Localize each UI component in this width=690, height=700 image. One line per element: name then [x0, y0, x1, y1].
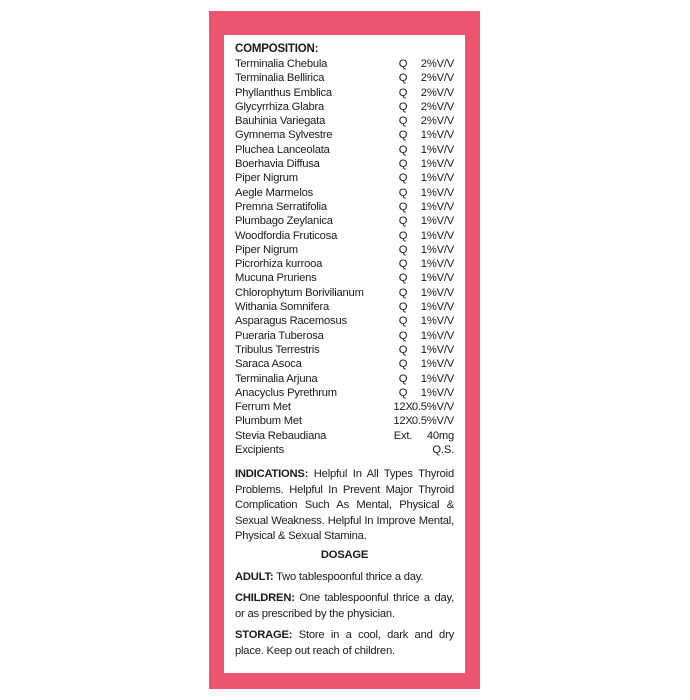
ingredient-name: Saraca Asoca [235, 358, 302, 371]
composition-row [235, 271, 454, 285]
ingredient-name: Ferrum Met [235, 401, 291, 414]
ingredient-name: Plumbago Zeylanica [235, 215, 333, 228]
composition-row [235, 386, 454, 400]
ingredient-potency: Q [398, 358, 408, 371]
composition-row [235, 286, 454, 300]
ingredient-potency: Q [398, 301, 408, 314]
composition-row [235, 243, 454, 257]
ingredient-potency: Q [398, 72, 408, 85]
composition-row [235, 86, 454, 100]
ingredient-dose: 1%V/V [420, 229, 454, 242]
ingredient-dose: 40mg [426, 429, 454, 442]
ingredient-name: Picrorhiza kurrooa [235, 258, 323, 271]
ingredient-dose: 1%V/V [420, 200, 454, 213]
ingredient-potency: Q [398, 229, 408, 242]
ingredient-dose: 1%V/V [420, 272, 454, 285]
composition-row [235, 429, 454, 443]
ingredient-dose: 1%V/V [420, 243, 454, 256]
ingredient-potency: Q [398, 200, 408, 213]
ingredient-name: Mucuna Pruriens [235, 272, 317, 285]
ingredient-potency: Q [398, 172, 408, 185]
ingredient-name: Pueraria Tuberosa [235, 329, 324, 342]
composition-row [235, 343, 454, 357]
composition-row [235, 372, 454, 386]
ingredient-dose: 2%V/V [420, 115, 454, 128]
composition-row [235, 443, 454, 457]
ingredient-dose: 1%V/V [420, 315, 454, 328]
ingredient-dose: 1%V/V [420, 343, 454, 356]
ingredient-potency: Q [398, 58, 408, 70]
adult-label: ADULT: [235, 571, 274, 583]
ingredient-name: Terminalia Arjuna [235, 372, 318, 385]
ingredient-name: Piper Nigrum [235, 243, 298, 256]
ingredient-name: Piper Nigrum [235, 172, 298, 185]
ingredient-dose: 1%V/V [420, 186, 454, 199]
ingredient-dose: 1%V/V [420, 372, 454, 385]
composition-row [235, 200, 454, 214]
ingredient-dose: 1%V/V [420, 286, 454, 299]
composition-row [235, 400, 454, 414]
ingredient-dose: 1%V/V [420, 358, 454, 371]
ingredient-dose: 1%V/V [420, 258, 454, 271]
ingredient-name: Chlorophytum Borivilianum [235, 286, 364, 299]
composition-list [235, 57, 454, 457]
composition-row [235, 157, 454, 171]
ingredient-name: Terminalia Bellirica [235, 72, 325, 85]
ingredient-name: Plumbum Met [235, 415, 302, 428]
ingredient-dose: 1%V/V [420, 301, 454, 314]
adult-text: Two tablespoonful thrice a day. [273, 571, 424, 583]
composition-row [235, 143, 454, 157]
ingredient-potency: Q [398, 286, 408, 299]
label-panel [224, 35, 465, 673]
ingredient-dose: 1%V/V [420, 158, 454, 171]
indications-text: Helpful In All Types Thyroid Problems. Helpful In Prevent Major Thyroid Complication Such As Mental, Physical & Sexual Weakness. Helpful In Improve Mental, Physical & Sexual Stamina. [235, 468, 454, 542]
ingredient-name: Pluchea Lanceolata [235, 143, 330, 156]
ingredient-dose: 1%V/V [420, 215, 454, 228]
ingredient-potency: Ext. [393, 429, 413, 442]
ingredient-dose: 1%V/V [420, 129, 454, 142]
ingredient-dose: 2%V/V [420, 72, 454, 85]
ingredient-dose: 1%V/V [420, 386, 454, 399]
ingredient-potency: Q [398, 86, 408, 99]
ingredient-name: Gymnema Sylvestre [235, 129, 333, 142]
ingredient-name: Phyllanthus Emblica [235, 86, 332, 99]
ingredient-dose: Q.S. [432, 444, 454, 457]
ingredient-potency: Q [398, 386, 408, 399]
composition-row [235, 100, 454, 114]
composition-row [235, 171, 454, 185]
ingredient-potency: 12X [393, 401, 413, 414]
ingredient-name: Stevia Rebaudiana [235, 429, 327, 442]
composition-row [235, 357, 454, 371]
ingredient-potency: Q [398, 343, 408, 356]
composition-row [235, 128, 454, 142]
ingredient-name: Premna Serratifolia [235, 200, 327, 213]
ingredient-potency: Q [398, 243, 408, 256]
composition-row [235, 300, 454, 314]
ingredient-potency: Q [398, 315, 408, 328]
ingredient-potency: Q [398, 272, 408, 285]
adult-dosage [235, 570, 454, 586]
ingredient-dose: 2%V/V [420, 58, 454, 70]
ingredient-name: Woodfordia Fruticosa [235, 229, 338, 242]
ingredient-potency: Q [398, 372, 408, 385]
ingredient-dose: 0.5%V/V [411, 415, 454, 428]
ingredient-potency: Q [398, 143, 408, 156]
composition-title: COMPOSITION: [235, 43, 319, 55]
ingredient-name: Withania Somnifera [235, 301, 330, 314]
children-text: One tablespoonful thrice a day, or as prescribed by the physician. [235, 592, 454, 620]
ingredient-name: Boerhavia Diffusa [235, 158, 320, 171]
ingredient-dose: 1%V/V [420, 172, 454, 185]
children-label: CHILDREN: [235, 592, 295, 604]
ingredient-name: Excipients [235, 444, 284, 457]
ingredient-potency: Q [398, 215, 408, 228]
storage-label: STORAGE: [235, 629, 293, 641]
indications-label: INDICATIONS: [235, 468, 309, 480]
ingredient-name: Glycyrrhiza Glabra [235, 100, 325, 113]
ingredient-name: Bauhinia Variegata [235, 115, 326, 128]
ingredient-potency: 12X [393, 415, 413, 428]
ingredient-dose: 1%V/V [420, 329, 454, 342]
composition-row [235, 257, 454, 271]
ingredient-name: Aegle Marmelos [235, 186, 314, 199]
ingredient-name: Anacyclus Pyrethrum [235, 386, 337, 399]
composition-row [235, 57, 454, 71]
composition-row [235, 214, 454, 228]
composition-row [235, 186, 454, 200]
ingredient-dose: 2%V/V [420, 86, 454, 99]
ingredient-potency: Q [398, 258, 408, 271]
composition-row [235, 314, 454, 328]
ingredient-potency: Q [398, 129, 408, 142]
children-dosage [235, 591, 454, 622]
ingredient-potency: Q [398, 186, 408, 199]
composition-row [235, 329, 454, 343]
storage-section [235, 628, 454, 659]
ingredient-name: Asparagus Racemosus [235, 315, 347, 328]
ingredient-potency: Q [398, 100, 408, 113]
dosage-heading: DOSAGE [320, 549, 369, 561]
ingredient-name: Tribulus Terrestris [235, 343, 320, 356]
ingredient-potency: Q [398, 158, 408, 171]
composition-row [235, 71, 454, 85]
storage-text: Store in a cool, dark and dry place. Keep out reach of children. [235, 629, 454, 657]
ingredient-dose: 1%V/V [420, 143, 454, 156]
composition-row [235, 229, 454, 243]
composition-row [235, 114, 454, 128]
ingredient-dose: 0.5%V/V [411, 401, 454, 414]
ingredient-potency: Q [398, 329, 408, 342]
ingredient-potency: Q [398, 115, 408, 128]
composition-row [235, 414, 454, 428]
ingredient-name: Terminalia Chebula [235, 58, 328, 70]
ingredient-dose: 2%V/V [420, 100, 454, 113]
indications-section [235, 467, 454, 545]
